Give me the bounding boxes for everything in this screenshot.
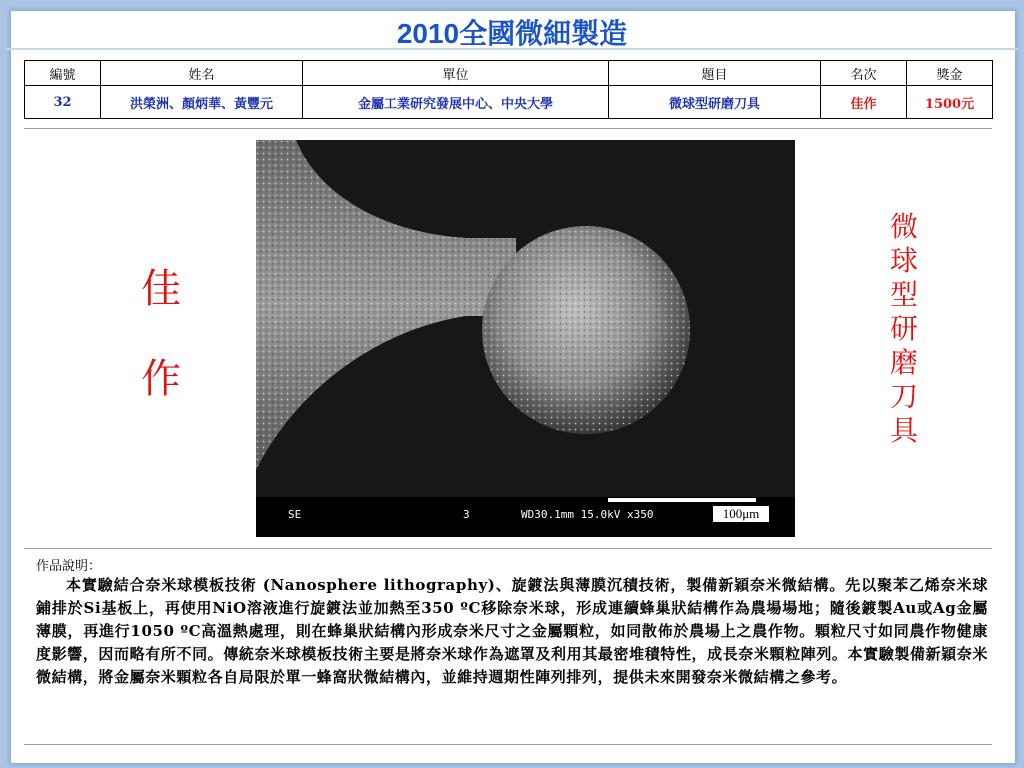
cell-topic: 微球型研磨刀具 [609, 86, 821, 119]
entry-table [24, 60, 993, 119]
title-char: 研 [889, 312, 918, 345]
table-divider [24, 128, 992, 129]
header-topic: 題目 [609, 61, 821, 86]
slide-title [0, 12, 1024, 52]
table-row [25, 86, 993, 119]
vertical-title [884, 210, 924, 448]
description-body: 本實驗結合奈米球模板技術 (Nanosphere lithography)、旋鍍法與薄膜沉積技術，製備新穎奈米微結構。先以聚苯乙烯奈米球鋪排於Si基板上，再使用NiO溶液進行旋鍍法並加熱至350 ºC移除奈米球，形成連續蜂巢狀結構作為農場場地；隨後鍍製Au或Ag金屬薄膜，再進行1050 ºC高溫熱處理，則在蜂巢狀結構內形成奈米尺寸之金屬顆粒，如同散佈於農場上之農作物。顆粒尺寸如同農作物健康度影響，因而略有所不同。傳統奈米球模板技術主要是將奈米球作為遮罩及利用其最密堆積特性，成長奈米顆粒陣列。本實驗製備新穎奈米微結構，將金屬奈米顆粒各自局限於單一蜂窩狀微結構內，並維持週期性陣列排列，提供未來開發奈米微結構之參考。 [36, 576, 988, 686]
cell-number: 32 [25, 86, 101, 119]
title-char: 具 [889, 414, 918, 447]
award-label [136, 244, 186, 424]
sem-info-bar [256, 497, 795, 537]
description-heading: 作品說明： [36, 559, 102, 574]
award-char: 作 [141, 356, 181, 402]
header-rank: 名次 [821, 61, 907, 86]
description-divider [24, 548, 992, 549]
cell-prize: 1500元 [907, 86, 993, 119]
title-char: 磨 [889, 346, 918, 379]
sem-detector: SE [288, 508, 302, 521]
cell-rank: 佳作 [821, 86, 907, 119]
title-char: 型 [889, 278, 918, 311]
header-number: 編號 [25, 61, 101, 86]
sem-micrograph [256, 140, 795, 537]
header-prize: 獎金 [907, 61, 993, 86]
sem-number: 3 [463, 508, 470, 521]
scale-bar [608, 498, 756, 502]
sem-image [256, 140, 795, 497]
title-char: 刀 [889, 380, 918, 413]
cell-unit: 金屬工業研究發展中心、中央大學 [303, 86, 609, 119]
title-char: 球 [889, 244, 918, 277]
title-divider [6, 48, 1018, 50]
cell-name: 洪榮洲、顏炳華、黃豐元 [101, 86, 303, 119]
header-unit: 單位 [303, 61, 609, 86]
scale-label: 100μm [712, 505, 770, 523]
award-char: 佳 [141, 266, 181, 312]
table-header-row [25, 61, 993, 86]
sem-params: WD30.1mm 15.0kV x350 [521, 508, 654, 521]
title-text: 全國微細製造 [459, 17, 628, 50]
bottom-divider [24, 744, 992, 745]
title-char: 微 [889, 210, 918, 243]
title-year: 2010 [396, 18, 460, 49]
ball-texture [482, 226, 690, 434]
header-name: 姓名 [101, 61, 303, 86]
